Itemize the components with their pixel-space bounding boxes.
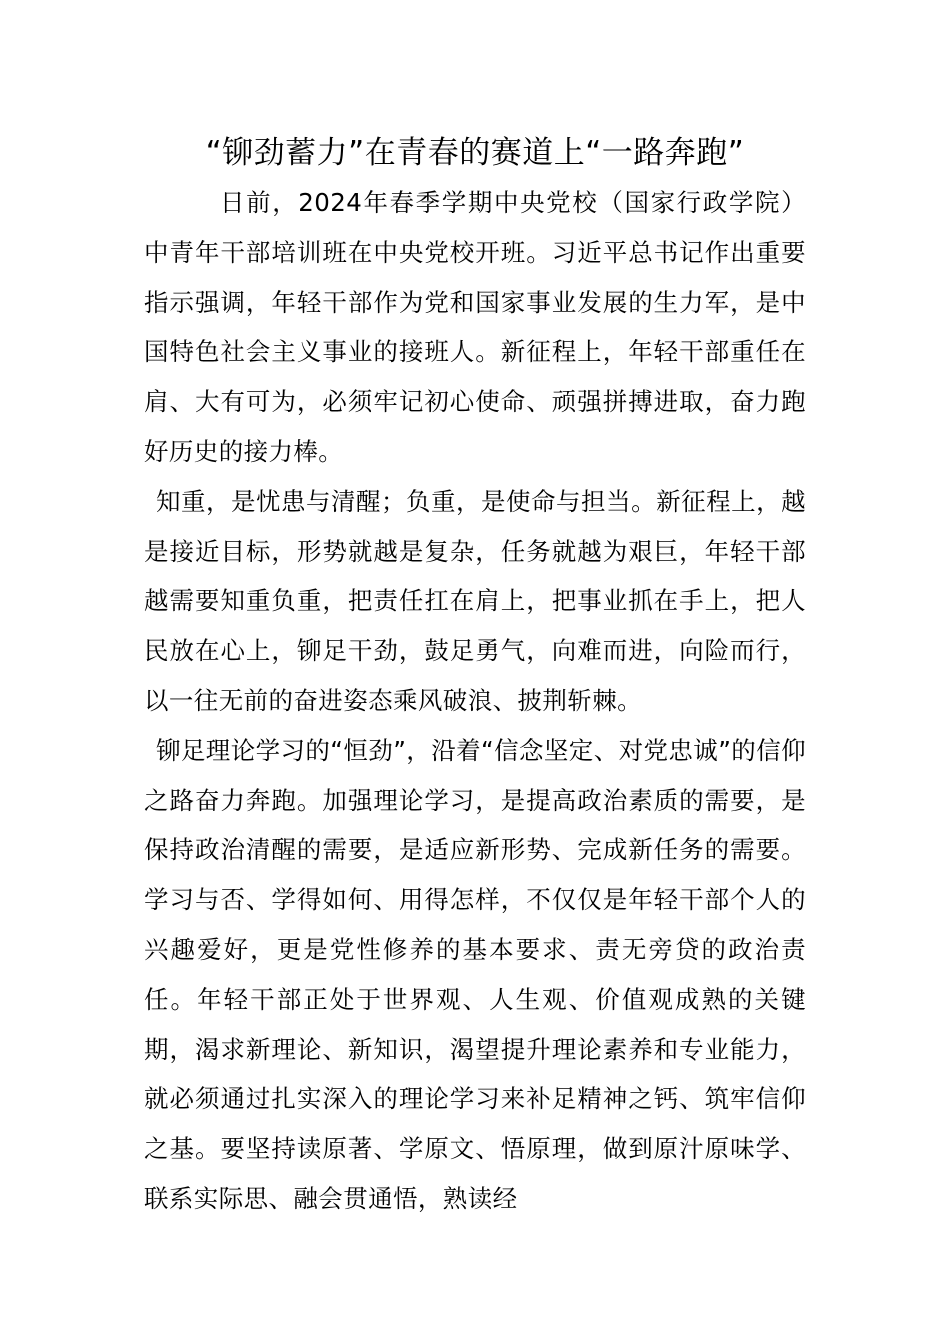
document-title: “铆劲蓄力”在青春的赛道上“一路奔跑” (205, 135, 745, 171)
paragraph-knowing-weight: 知重，是忧患与清醒；负重，是使命与担当。新征程上，越是接近目标，形势就越是复杂，任务就越为艰巨，年轻干部越需要知重负重，把责任扛在肩上，把事业抓在手上，把人民放在心上，铆足干劲，鼓足勇气，向难而进，向险而行，以一往无前的奋进姿态乘风破浪、披荆斩棘。 (144, 486, 806, 715)
paragraph-intro: 日前，2024年春季学期中央党校（国家行政学院）中青年干部培训班在中央党校开班。习近平总书记作出重要指示强调，年轻干部作为党和国家事业发展的生力军，是中国特色社会主义事业的接班人。新征程上，年轻干部重任在肩、大有可为，必须牢记初心使命、顽强拼搏进取，奋力跑好历史的接力棒。 (144, 188, 806, 466)
document-body (144, 128, 806, 1224)
paragraph-theory-study: 铆足理论学习的“恒劲”，沿着“信念坚定、对党忠诚”的信仰之路奋力奔跑。加强理论学习，是提高政治素质的需要，是保持政治清醒的需要，是适应新形势、完成新任务的需要。学习与否、学得如何、用得怎样，不仅仅是年轻干部个人的兴趣爱好，更是党性修养的基本要求、责无旁贷的政治责任。年轻干部正处于世界观、人生观、价值观成熟的关键期，渴求新理论、新知识，渴望提升理论素养和专业能力，就必须通过扎实深入的理论学习来补足精神之钙、筑牢信仰之基。要坚持读原著、学原文、悟原理，做到原汁原味学、联系实际思、融会贯通悟，熟读经 (144, 735, 806, 1213)
